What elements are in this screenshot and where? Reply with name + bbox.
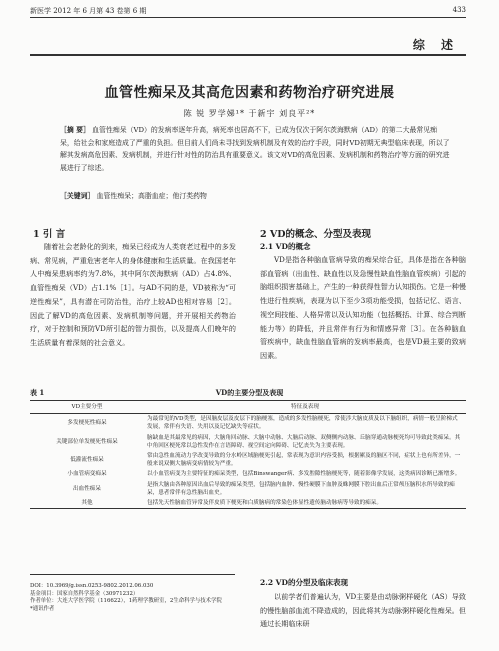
footnote-corresponding: *通讯作者 xyxy=(30,605,55,612)
vd-types-table xyxy=(30,400,466,509)
table-cell-desc: 为最常见的VD类型，是因脑皮层及皮层下的脑梗塞，造成的多发性脑梗死，常使涉大脑皮质及以下脑组织，病情一般呈阶梯式发展，常伴有失语、失用以及记忆缺失等症状。 xyxy=(147,416,458,431)
running-header-left: 新医学 2012 年 6 月第 43 卷第 6 期 xyxy=(30,7,147,15)
table-row xyxy=(30,480,466,498)
author-list: 陈 锐 罗学娣¹* 于新宇 刘良平²* xyxy=(183,109,316,118)
table-col-type: VD主要分型 xyxy=(30,401,144,414)
table-caption: VD的主要分型及表现 xyxy=(215,388,284,397)
table-cell-desc: 包括先天性脑血管异常及伴皮质下梗死和白质脑病的常染色体显性遗传脑动脉病等导致的痴呆。 xyxy=(144,498,466,509)
table-cell-type: 其他 xyxy=(30,498,144,509)
section-2-2-body xyxy=(260,590,466,646)
table-cell-type: 多发梗死性痴呆 xyxy=(67,420,107,427)
table-col-features: 特征及表现 xyxy=(144,401,466,414)
abstract-label: ［摘 要］ xyxy=(60,126,90,134)
table-row xyxy=(30,498,466,509)
table-cell-type: 关键部位单发梗死性痴呆 xyxy=(56,438,118,445)
table-cell-type: 小血管病变痴呆 xyxy=(67,471,107,478)
table-cell-desc: 是指大脑由各种原因出血后导致的痴呆类型，包括脑内血肿、慢性硬膜下血肿及蛛网膜下腔出血后正常颅压脑积水所导致的痴呆，患者常伴有急性脑出血史。 xyxy=(147,481,455,496)
table-row xyxy=(30,433,466,451)
section-tag: 综 述 xyxy=(412,38,459,52)
section-2-2-paragraph: 以前学者们普遍认为，VD主要是由动脉粥样硬化（AS）导致的慢性脑部血流不降造成的，因此将其为动脉粥样硬化性痴呆。但通过长期临床研 xyxy=(260,592,466,629)
section-2-1-heading: 2.1 VD的概念 xyxy=(260,242,311,251)
article-title: 血管性痴呆及其高危因素和药物治疗研究进展 xyxy=(104,85,395,101)
table-row xyxy=(30,451,466,469)
section-1-heading: 1 引 言 xyxy=(33,229,66,240)
section-1-paragraph: 随着社会老龄化的到来，痴呆已经成为人类衰老过程中的多发病、常见病，严重危害老年人的身体健康和生活质量。在我国老年人中痴呆患病率约为7.8%，其中阿尔茨海默病（AD）占4.8%、血管性痴呆（VD）占1.1%［1］。与AD不同的是，VD被称为“可逆性痴呆”，具有潜在可防治性，治疗上较AD也相对容易［2］。因此了解VD的高危因素、发病机制等问题，并开展相关药物治疗，对于控制和预防VD所引起的智力损伤，以及提高人们晚年的生活质量有着深刻的社会意义。 xyxy=(30,242,236,347)
page-number: 433 xyxy=(452,6,466,14)
section-2-2-heading: 2.2 VD的分型及临床表现 xyxy=(260,578,348,587)
table-cell-type: 出血性痴呆 xyxy=(73,485,101,492)
table-header-row xyxy=(30,401,466,414)
section-1-body xyxy=(30,240,236,350)
table-cell-type: 低灌流性痴呆 xyxy=(70,457,104,464)
table-row xyxy=(30,469,466,479)
table-label: 表 1 xyxy=(30,388,45,397)
footnote-doi: DOI：10.3969/g.issn.0253-9802.2012.06.030 xyxy=(30,583,154,589)
table-cell-desc: 以小血管病变为主要特征的痴呆类型，包括Binswanger病、多发腔隙性脑梗死等，随着影像学发展，这类病因诊断已渐增多。 xyxy=(147,471,461,478)
header-rule xyxy=(30,17,466,18)
abstract-text: 血管性痴呆（VD）的发病率逐年升高，病死率也居高不下，已成为仅次于阿尔茨海默病（AD）的第二大最常见痴呆，给社会和家庭造成了严重的负担。但目前人们尚未寻找到发病机制及有效的治疗手段，同时VD初期无典型临床表现，所以了解其发病高危因素、发病机制，并进行针对性的防治具有重要意义。该文对VD的高危因素、发病机制和药物治疗等方面的研究进展进行了综述。 xyxy=(60,126,450,172)
keywords-label: ［关键词］ xyxy=(60,192,95,200)
footnotes xyxy=(30,583,235,613)
keywords-text: 血管性痴呆；高脂血症；他汀类药物 xyxy=(96,192,207,200)
keywords xyxy=(60,190,207,200)
table-row xyxy=(30,414,466,433)
abstract xyxy=(60,124,450,174)
footnote-rule xyxy=(30,574,235,575)
footnote-affiliation: 作者单位：大连大学医学院（116622），1药理学教研室，2生命科学与技术学院 xyxy=(30,598,222,605)
section-2-1-body xyxy=(260,253,466,363)
section-rule xyxy=(30,54,466,56)
footnote-funding: 基金项目：国家自然科学基金（30971232） xyxy=(30,590,139,597)
section-2-1-paragraph: VD是指各种脑血管病导致的痴呆综合征，具体是指在各种脑部血管病（出血性、缺血性以及急慢性缺血性脑血管疾病）引起的脑组织损害基础上，产生的一种获得性智力认知损伤。它是一种慢性进行性疾病，表现为以下至少3项功能受损，包括记忆、语言、视空间技能、人格异常以及认知功能（包括概括、计算、综合判断能力等）的降低，并且常伴有行为和情感异常［3］。在各种脑血管疾病中，缺血性脑血管病的发病率最高，也是VD最主要的致病因素。 xyxy=(260,255,466,360)
table-cell-desc: 脑缺血是其最常见的病因，大脑角回动脉、大脑中动脉、大脑后动脉、双侧侧内动脉、丘脑穿通动脉梗死均可导致此类痴呆。其中角回区梗死常以急性发作在言语障碍、视空间定向障碍、记忆丧失为主要表现。 xyxy=(147,434,461,449)
table-cell-desc: 常由急性血流动力学改变导致的分水岭区域脑梗死引起，常表现为意识内容受损，根据累及的脑区不同，症状上也有所差异，一般来说双侧大脑病变病情较为严重。 xyxy=(147,453,461,468)
section-2-heading: 2 VD的概念、分型及表现 xyxy=(260,229,372,240)
